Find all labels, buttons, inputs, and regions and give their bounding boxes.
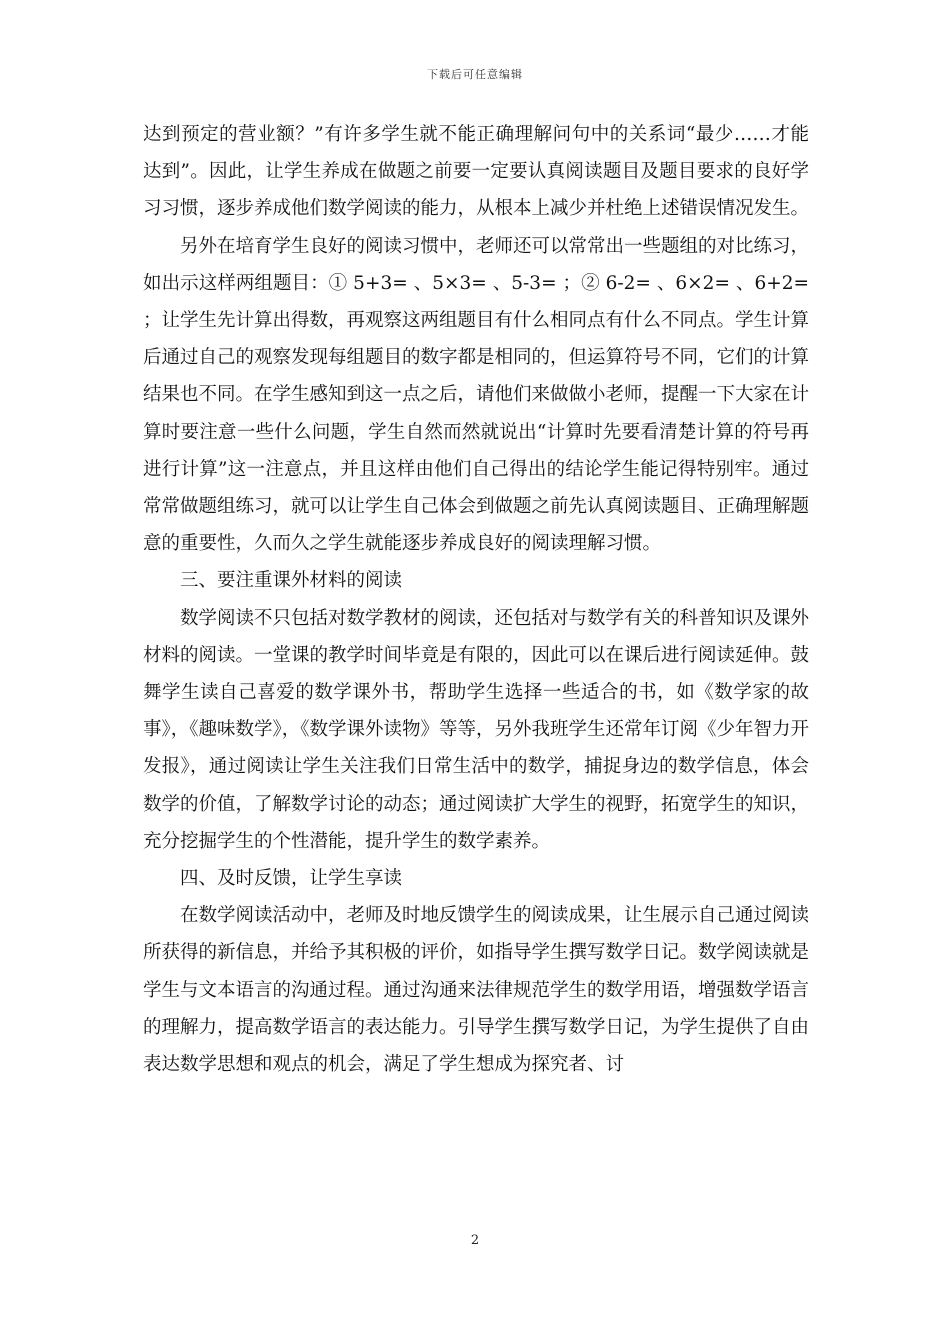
section-heading-timely-feedback: 四、及时反馈，让学生享读 [180, 868, 403, 890]
paragraph-extracurricular-reading: 数学阅读不只包括对数学教材的阅读，还包括对与数学有关的科普知识及课外材料的阅读。一堂课的教学时间毕竟是有限的，因此可以在课后进行阅读延伸。鼓舞学生读自己喜爱的数学课外书，帮助学生选择一些适合的书，如《数学家的故事》，《趣味数学》，《数学课外读物》等等，另外我班学生还常年订阅《少年智力开发报》，通过阅读让学生关注我们日常生活中的数学，捕捉身边的数学信息，体会数学的价值，了解数学讨论的动态；通过阅读扩大学生的视野，拓宽学生的知识，充分挖掘学生的个性潜能，提升学生的数学素养。 [143, 607, 810, 852]
section-heading-extracurricular-reading: 三、要注重课外材料的阅读 [180, 570, 403, 592]
paragraph-comparison-exercises: 另外在培育学生良好的阅读习惯中，老师还可以常常出一些题组的对比练习，如出示这样两组题目：① 5+3= 、5×3= 、5-3= ；② 6-2= 、6×2= 、6+2= ；让学生先计算出得数，再观察这两组题目有什么相同点有什么不同点。学生计算后通过自己的观察发现每组题目的数字都是相同的，但运算符号不同，它们的计算结果也不同。在学生感知到这一点之后，请他们来做做小老师，提醒一下大家在计算时要注意一些什么问题，学生自然而然就说出“计算时先要看清楚计算的符号再进行计算”这一注意点，并且这样由他们自己得出的结论学生能记得特别牢。通过常常做题组练习，就可以让学生自己体会到做题之前先认真阅读题目、正确理解题意的重要性，久而久之学生就能逐步养成良好的阅读理解习惯。 [143, 235, 810, 555]
document-body [143, 116, 809, 1083]
paragraph-timely-feedback: 在数学阅读活动中，老师及时地反馈学生的阅读成果，让生展示自己通过阅读所获得的新信息，并给予其积极的评价，如指导学生撰写数学日记。数学阅读就是学生与文本语言的沟通过程。通过沟通来法律规范学生的数学用语，增强数学语言的理解力，提高数学语言的表达能力。引导学生撰写数学日记，为学生提供了自由表达数学思想和观点的机会，满足了学生想成为探究者、讨 [143, 905, 810, 1076]
paragraph-continuation: 达到预定的营业额？”有许多学生就不能正确理解问句中的关系词“最少……才能达到”。因此，让学生养成在做题之前要一定要认真阅读题目及题目要求的良好学习习惯，逐步养成他们数学阅读的能力，从根本上减少并杜绝上述错误情况发生。 [143, 124, 810, 220]
page-number: 2 [470, 1233, 480, 1248]
page-header-note: 下载后可任意编辑 [427, 68, 523, 81]
